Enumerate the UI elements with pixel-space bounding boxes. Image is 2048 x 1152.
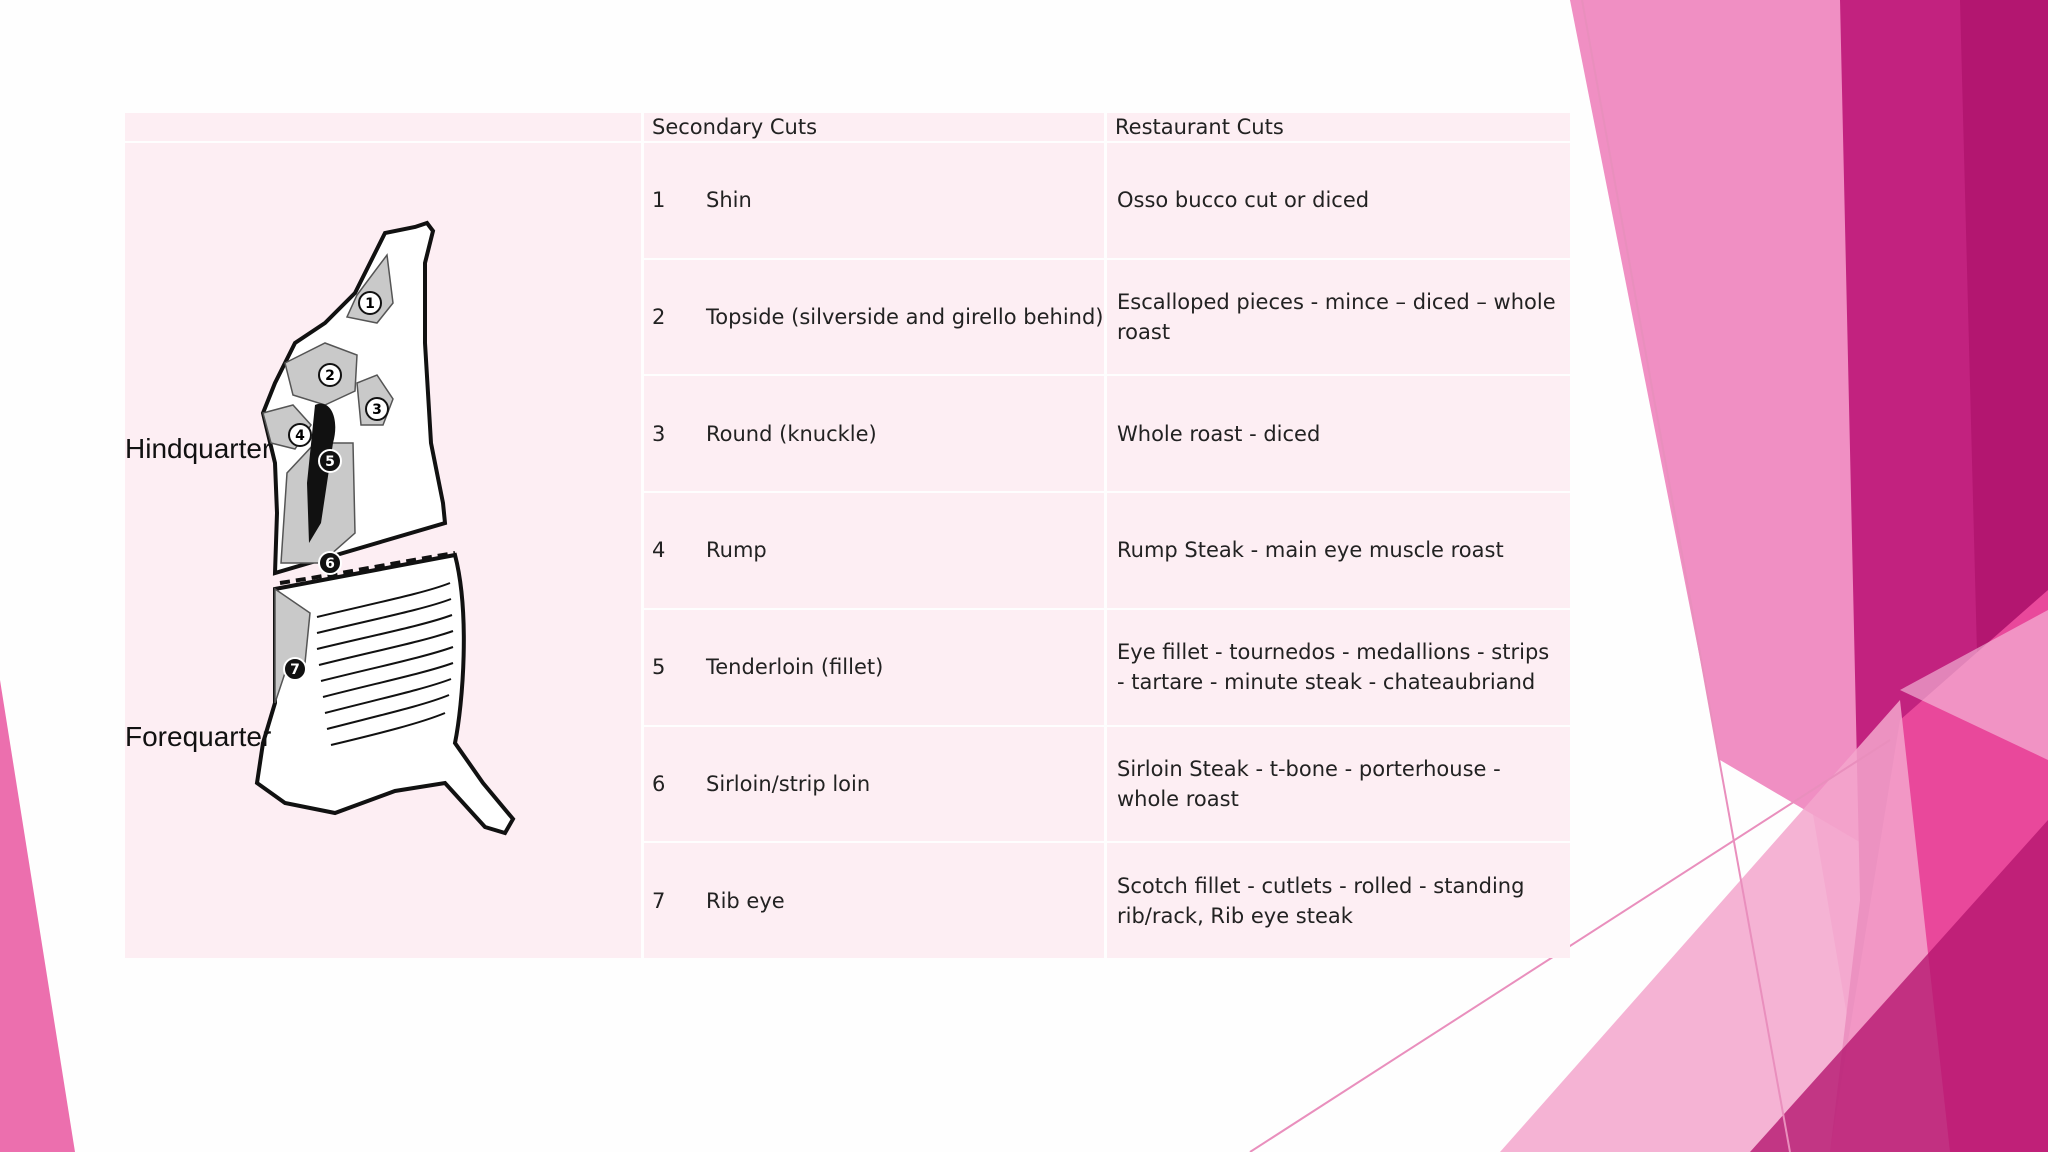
restaurant-cut-text: Scotch fillet - cutlets - rolled - standing rib/rack, Rib eye steak: [1117, 873, 1525, 928]
restaurant-cut-text: Rump Steak - main eye muscle roast: [1117, 538, 1504, 563]
marker-4: 4: [295, 428, 305, 444]
cut-name: Round (knuckle): [706, 421, 877, 446]
cut-name: Topside (silverside and girello behind): [706, 305, 1104, 330]
cut-name: Tenderloin (fillet): [706, 655, 884, 680]
header-restaurant-cuts: Restaurant Cuts: [1107, 113, 1570, 141]
marker-2: 2: [325, 368, 335, 384]
marker-7: 7: [290, 662, 300, 678]
cut-name: Rump: [706, 538, 767, 563]
restaurant-cut-text: Whole roast - diced: [1117, 421, 1321, 446]
marker-3: 3: [372, 402, 382, 418]
header-blank-cell: [125, 113, 641, 141]
cut-number: 2: [652, 305, 666, 330]
cut-name: Rib eye: [706, 888, 785, 913]
cut-number: 1: [652, 188, 666, 213]
restaurant-cut-cell: [1107, 727, 1570, 842]
beef-carcass-diagram: [125, 143, 633, 958]
marker-1: 1: [365, 296, 375, 312]
secondary-cut-cell: [644, 610, 1104, 725]
cut-number: 4: [652, 538, 666, 563]
table-row: [125, 143, 1570, 258]
secondary-cut-cell: [644, 376, 1104, 491]
restaurant-cut-cell: [1107, 143, 1570, 258]
restaurant-cut-cell: [1107, 610, 1570, 725]
restaurant-cut-cell: [1107, 493, 1570, 608]
restaurant-cut-text: Sirloin Steak - t-bone - porterhouse - whole roast: [1117, 756, 1501, 811]
cut-number: 5: [652, 655, 666, 680]
restaurant-cut-text: Eye fillet - tournedos - medallions - strips - tartare - minute steak - chateaubriand: [1117, 640, 1550, 695]
secondary-cut-cell: [644, 727, 1104, 842]
secondary-cut-cell: [644, 493, 1104, 608]
hindquarter-label: Hindquarter: [125, 433, 272, 464]
cut-number: 3: [652, 421, 666, 446]
secondary-cut-cell: [644, 843, 1104, 958]
header-secondary-cuts: Secondary Cuts: [644, 113, 1104, 141]
secondary-cut-cell: [644, 143, 1104, 258]
marker-5: 5: [325, 454, 335, 470]
secondary-cut-cell: [644, 260, 1104, 375]
cut-name: Shin: [706, 188, 752, 213]
restaurant-cut-cell: [1107, 376, 1570, 491]
cut-number: 7: [652, 888, 666, 913]
cut-number: 6: [652, 771, 666, 796]
restaurant-cut-text: Osso bucco cut or diced: [1117, 188, 1370, 213]
forequarter-label: Forequarter: [125, 721, 272, 752]
carcass-diagram-cell: [125, 143, 641, 958]
cut-name: Sirloin/strip loin: [706, 771, 871, 796]
table-header-row: [125, 113, 1570, 141]
restaurant-cut-cell: [1107, 843, 1570, 958]
restaurant-cut-cell: [1107, 260, 1570, 375]
marker-6: 6: [325, 556, 335, 572]
cuts-table: [122, 111, 1573, 960]
restaurant-cut-text: Escalloped pieces - mince – diced – whole roast: [1117, 290, 1556, 345]
